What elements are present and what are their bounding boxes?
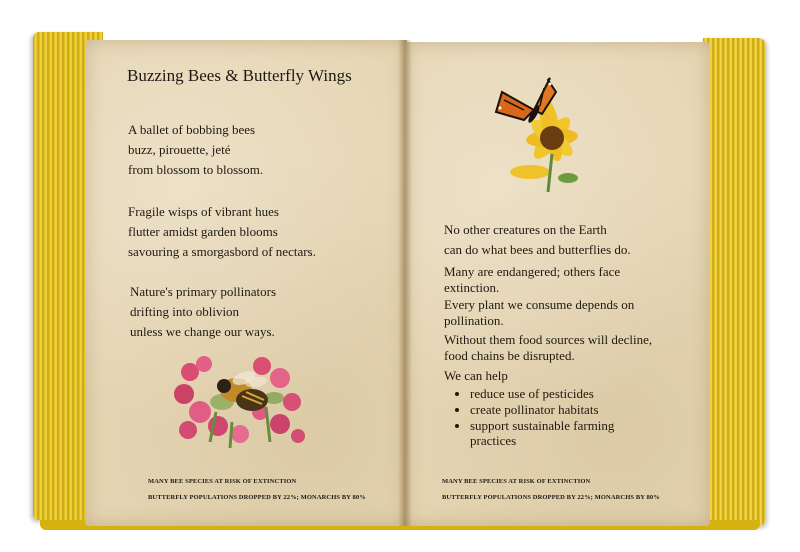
help-item: • reduce use of pesticides (470, 386, 640, 401)
body-line: Every plant we consume depends on (444, 297, 635, 312)
poem-line: Fragile wisps of vibrant hues (128, 204, 279, 219)
book-gutter (398, 40, 412, 526)
body-line: No other creatures on the Earth (444, 222, 607, 237)
bee-on-flowers-image (170, 352, 310, 448)
body-line: pollination. (444, 313, 504, 328)
stat-line: BUTTERFLY POPULATIONS DROPPED BY 22%; MONARCHS BY 80% (442, 494, 660, 501)
poem-line: Nature's primary pollinators (130, 284, 277, 299)
poem-line: unless we change our ways. (130, 324, 275, 339)
poem-line: buzz, pirouette, jeté (128, 142, 231, 157)
stat-line: MANY BEE SPECIES AT RISK OF EXTINCTION (148, 478, 297, 485)
help-list (456, 386, 640, 449)
help-intro: We can help (444, 368, 508, 383)
gilded-page-edge-right (703, 38, 765, 526)
help-item: • create pollinator habitats (470, 402, 640, 417)
left-page (85, 40, 407, 526)
body-line: can do what bees and butterflies do. (444, 242, 631, 257)
stat-line: BUTTERFLY POPULATIONS DROPPED BY 22%; MONARCHS BY 80% (148, 494, 366, 501)
poem-line: A ballet of bobbing bees (128, 122, 256, 137)
help-item: • support sustainable farming practices (470, 418, 640, 448)
poem-line: drifting into oblivion (130, 304, 240, 319)
body-line: Many are endangered; others face (444, 264, 621, 279)
stat-line: MANY BEE SPECIES AT RISK OF EXTINCTION (442, 478, 591, 485)
body-line: extinction. (444, 280, 500, 295)
monarch-butterfly-on-yellow-flower-image (490, 74, 608, 192)
poem-line: from blossom to blossom. (128, 162, 264, 177)
poem-line: flutter amidst garden blooms (128, 224, 278, 239)
body-line: food chains be disrupted. (444, 348, 575, 363)
body-line: Without them food sources will decline, (444, 332, 653, 347)
poem-title: Buzzing Bees & Butterfly Wings (127, 66, 352, 85)
poem-line: savouring a smorgasbord of nectars. (128, 244, 316, 259)
